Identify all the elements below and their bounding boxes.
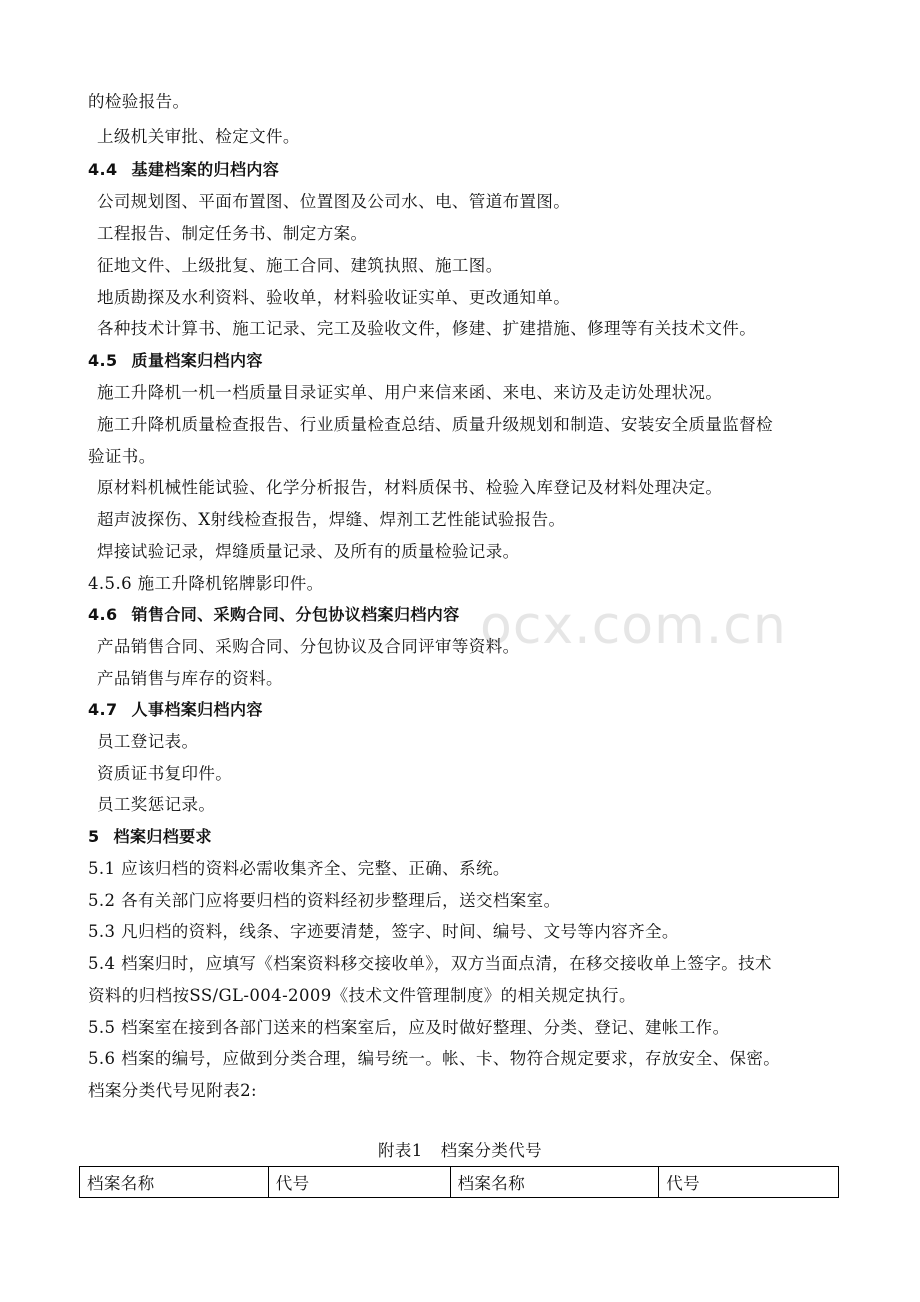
list-item: 产品销售合同、采购合同、分包协议及合同评审等资料。 bbox=[97, 637, 520, 656]
section-title: 档案归档要求 bbox=[113, 827, 212, 846]
list-item: 产品销售与库存的资料。 bbox=[97, 669, 283, 688]
list-item: 施工升降机一机一档质量目录证实单、用户来信来函、来电、来访及走访处理状况。 bbox=[97, 383, 723, 402]
section-number: 5 bbox=[88, 827, 100, 846]
list-item: 地质勘探及水利资料、验收单，材料验收证实单、更改通知单。 bbox=[97, 288, 571, 307]
list-item: 员工奖惩记录。 bbox=[97, 795, 216, 814]
list-item: 各种技术计算书、施工记录、完工及验收文件，修建、扩建措施、修理等有关技术文件。 bbox=[97, 319, 757, 338]
section-number: 4.6 bbox=[88, 605, 118, 624]
list-item: 超声波探伤、X射线检查报告，焊缝、焊剂工艺性能试验报告。 bbox=[97, 510, 566, 529]
section-heading bbox=[88, 154, 848, 186]
list-item: 施工升降机质量检查报告、行业质量检查总结、质量升级规划和制造、安装安全质量监督检 bbox=[97, 415, 773, 434]
list-item: 原材料机械性能试验、化学分析报告，材料质保书、检验入库登记及材料处理决定。 bbox=[97, 478, 723, 497]
list-item: 征地文件、上级批复、施工合同、建筑执照、施工图。 bbox=[97, 256, 503, 275]
paragraph-line: 验证书。 bbox=[88, 447, 156, 466]
list-item: 焊接试验记录，焊缝质量记录、及所有的质量检验记录。 bbox=[97, 542, 520, 561]
table-caption bbox=[0, 1137, 920, 1165]
paragraph-line: 4.5.6 施工升降机铭牌影印件。 bbox=[88, 574, 324, 593]
table-header-cell: 代号 bbox=[268, 1167, 450, 1198]
section-title: 人事档案归档内容 bbox=[131, 700, 263, 719]
section-number: 4.7 bbox=[88, 700, 118, 719]
paragraph-line: 的检验报告。 bbox=[88, 92, 190, 111]
section-heading bbox=[88, 599, 848, 631]
table-caption-label: 附表1 bbox=[377, 1141, 423, 1160]
paragraph-line: 5.1 应该归档的资料必需收集齐全、完整、正确、系统。 bbox=[88, 859, 510, 878]
section-heading bbox=[88, 694, 848, 726]
paragraph-line: 档案分类代号见附表2: bbox=[88, 1081, 257, 1100]
paragraph-line: 5.6 档案的编号，应做到分类合理，编号统一。帐、卡、物符合规定要求，存放安全、保密。 bbox=[88, 1049, 781, 1068]
list-item: 工程报告、制定任务书、制定方案。 bbox=[97, 224, 368, 243]
paragraph-line: 5.3 凡归档的资料，线条、字迹要清楚，签字、时间、编号、文号等内容齐全。 bbox=[88, 922, 679, 941]
list-item: 上级机关审批、检定文件。 bbox=[97, 127, 300, 146]
list-item: 资质证书复印件。 bbox=[97, 764, 233, 783]
paragraph-line: 5.2 各有关部门应将要归档的资料经初步整理后，送交档案室。 bbox=[88, 891, 561, 910]
archive-code-table bbox=[79, 1166, 839, 1198]
table-header-row bbox=[80, 1167, 839, 1198]
table-caption-title: 档案分类代号 bbox=[440, 1141, 543, 1160]
section-title: 质量档案归档内容 bbox=[131, 351, 263, 370]
list-item: 员工登记表。 bbox=[97, 732, 199, 751]
paragraph-line: 资料的归档按SS/GL-004-2009《技术文件管理制度》的相关规定执行。 bbox=[88, 986, 636, 1005]
table-header-cell: 代号 bbox=[659, 1167, 839, 1198]
section-title: 基建档案的归档内容 bbox=[131, 160, 280, 179]
paragraph-line: 5.4 档案归时，应填写《档案资料移交接收单》，双方当面点清，在移交接收单上签字。技术 bbox=[88, 954, 772, 973]
section-title: 销售合同、采购合同、分包协议档案归档内容 bbox=[131, 605, 460, 624]
section-heading bbox=[88, 821, 848, 853]
list-item: 公司规划图、平面布置图、位置图及公司水、电、管道布置图。 bbox=[97, 192, 571, 211]
table-header-cell: 档案名称 bbox=[80, 1167, 269, 1198]
paragraph-line: 5.5 档案室在接到各部门送来的档案室后，应及时做好整理、分类、登记、建帐工作。 bbox=[88, 1018, 730, 1037]
table-header-cell: 档案名称 bbox=[450, 1167, 659, 1198]
watermark: ocx.com.cn bbox=[480, 596, 787, 656]
section-heading bbox=[88, 345, 848, 377]
section-number: 4.4 bbox=[88, 160, 118, 179]
section-number: 4.5 bbox=[88, 351, 118, 370]
